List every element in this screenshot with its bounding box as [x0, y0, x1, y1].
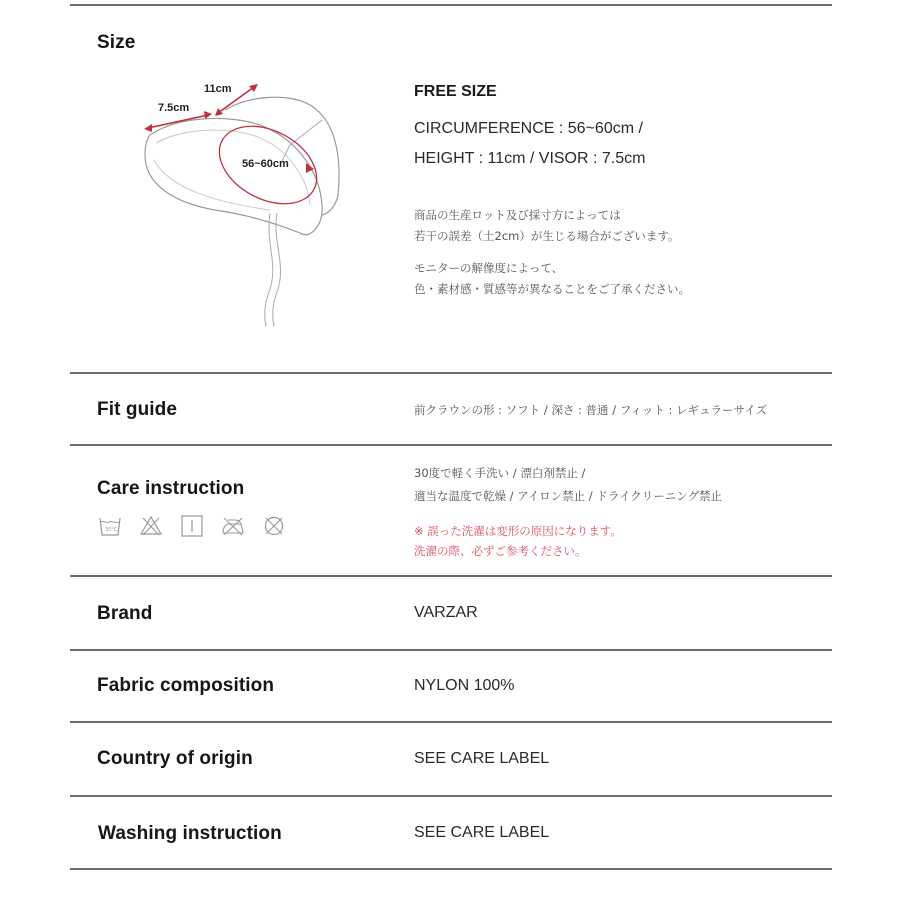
no-bleach-icon [138, 513, 164, 539]
divider-top [70, 4, 832, 6]
brand-value: VARZAR [414, 604, 478, 621]
divider-fit-care [70, 444, 832, 446]
divider-bottom [70, 868, 832, 870]
washing-instruction-value: SEE CARE LABEL [414, 824, 550, 841]
color-note-line2: 色・素材感・質感等が異なることをご了承ください。 [414, 282, 690, 296]
hat-size-diagram [130, 65, 350, 340]
wash-temp-label: 30°C [105, 527, 118, 533]
washing-instruction-label: Washing instruction [98, 823, 282, 844]
measurement-note-line1: 商品の生産ロット及び採寸方によっては [414, 208, 621, 222]
diagram-height-label: 11cm [204, 83, 232, 95]
care-instruction-label: Care instruction [97, 478, 245, 499]
spec-height-visor: HEIGHT : 11cm / VISOR : 7.5cm [414, 150, 646, 167]
care-warning-line2: 洗濯の際、必ずご参考ください。 [414, 544, 587, 558]
divider-brand-fabric [70, 649, 832, 651]
hand-wash-30-icon [97, 513, 123, 539]
care-line2: 適当な温度で乾燥 / アイロン禁止 / ドライクリーニング禁止 [414, 489, 723, 503]
diagram-visor-label: 7.5cm [158, 102, 190, 114]
size-label: Size [97, 32, 136, 53]
divider-fabric-country [70, 721, 832, 723]
care-line1: 30度で軽く手洗い / 漂白剤禁止 / [414, 466, 586, 480]
free-size-heading: FREE SIZE [414, 83, 497, 100]
country-of-origin-label: Country of origin [97, 748, 253, 769]
fit-guide-value: 前クラウンの形 : ソフト / 深さ : 普通 / フィット : レギュラーサイズ [414, 403, 768, 417]
divider-care-brand [70, 575, 832, 577]
brand-label: Brand [97, 603, 153, 624]
color-note-line1: モニターの解像度によって、 [414, 261, 564, 275]
fabric-composition-value: NYLON 100% [414, 677, 515, 694]
fit-guide-label: Fit guide [97, 399, 178, 420]
measurement-note-line2: 若干の誤差（土2cm）が生じる場合がございます。 [414, 229, 680, 243]
care-icons [97, 513, 287, 539]
divider-country-washing [70, 795, 832, 797]
country-of-origin-value: SEE CARE LABEL [414, 750, 550, 767]
diagram-circumference-label: 56~60cm [242, 158, 289, 170]
fabric-composition-label: Fabric composition [97, 675, 275, 696]
care-warning-line1: ※ 誤った洗濯は変形の原因になります。 [414, 524, 622, 538]
bucket-hat-illustration-icon [130, 65, 350, 340]
spec-circumference: CIRCUMFERENCE : 56~60cm / [414, 120, 643, 137]
divider-size-fit [70, 372, 832, 374]
no-dry-clean-icon [261, 513, 287, 539]
no-iron-icon [220, 513, 246, 539]
line-dry-icon [179, 513, 205, 539]
